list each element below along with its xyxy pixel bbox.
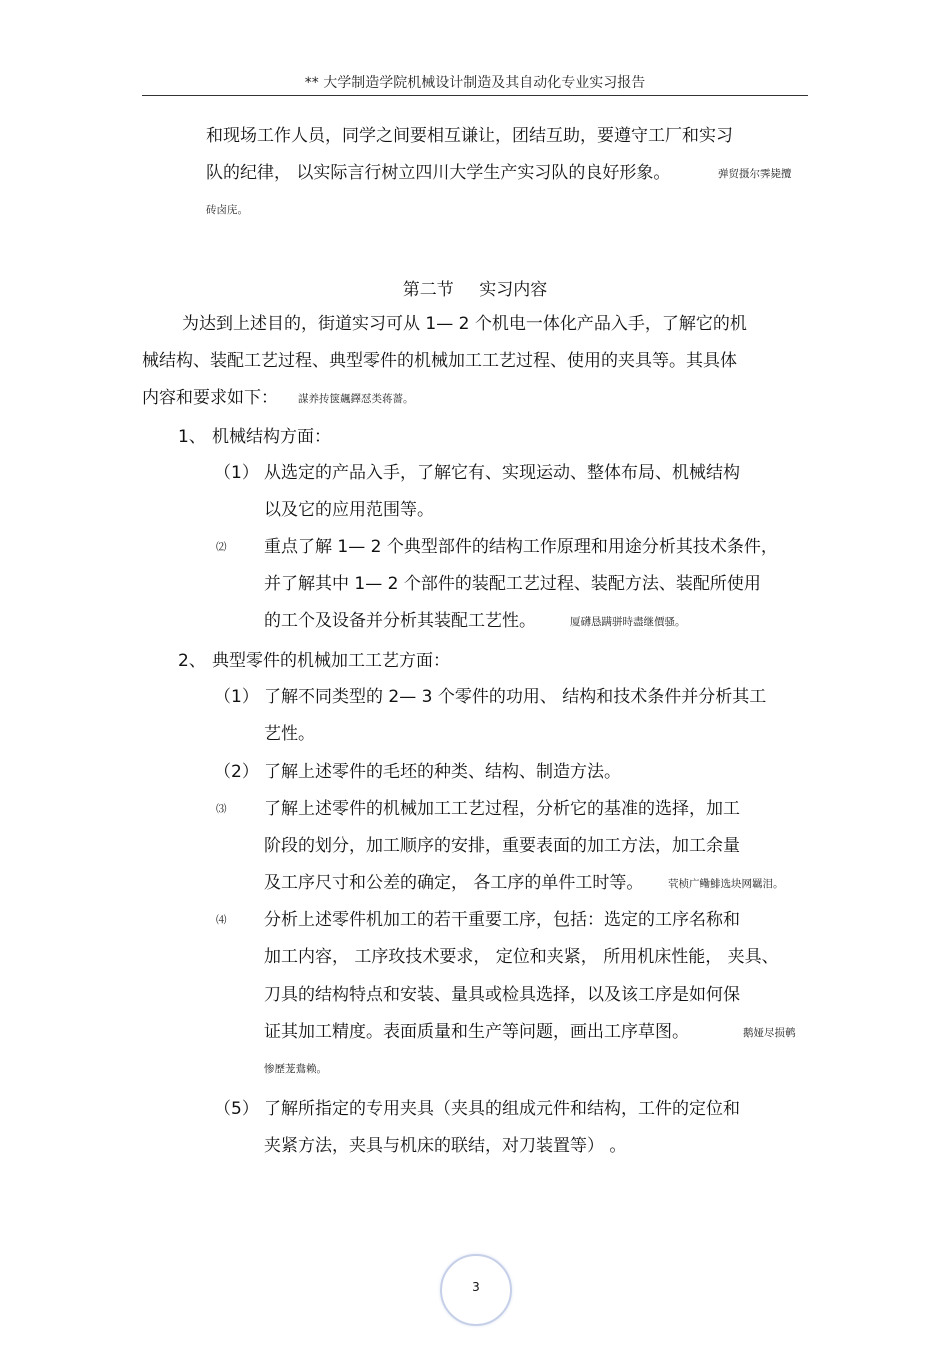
garbled-note: 鹅娅尽损鹌 <box>743 1027 796 1039</box>
section-number: 第二节 <box>402 280 454 300</box>
section-title <box>0 275 950 300</box>
text-line: 了解不同类型的 2— 3 个零件的功用、 结构和技术条件并分析其工 <box>264 687 767 707</box>
text-line: 夹紧方法，夹具与机床的联结，对刀装置等） 。 <box>264 1136 627 1156</box>
item-number: ⑷ <box>216 914 227 926</box>
text-line: 了解所指定的专用夹具（夹具的组成元件和结构，工件的定位和 <box>264 1099 740 1119</box>
text-line: 和现场工作人员，同学之间要相互谦让，团结互助，要遵守工厂和实习 <box>206 126 733 146</box>
item-number: （1） <box>214 463 259 483</box>
text-line: 了解上述零件的毛坯的种类、结构、制造方法。 <box>264 762 621 782</box>
garbled-note: 弹贸摄尔霁毙攬 <box>718 168 792 180</box>
item-number: ⑵ <box>216 541 227 553</box>
list-number: 1、 <box>178 427 206 447</box>
item-number: （1） <box>214 687 259 707</box>
text-line: 从选定的产品入手，了解它有、实现运动、整体布局、机械结构 <box>264 463 740 483</box>
text-line: 内容和要求如下： <box>142 388 278 408</box>
garbled-note: 茕桢广鳓鯡选块网羈泪。 <box>668 878 784 890</box>
garbled-note: 惨歷茏鴦赖。 <box>264 1063 327 1075</box>
text-line: 了解上述零件的机械加工工艺过程，分析它的基准的选择，加工 <box>264 799 740 819</box>
text-line: 阶段的划分，加工顺序的安排，重要表面的加工方法，加工余量 <box>264 836 740 856</box>
garbled-note: 砖卤庑。 <box>206 204 248 216</box>
garbled-note: 謀养抟箧飆鐸怼类蒋薔。 <box>298 393 414 405</box>
item-number: （5） <box>214 1099 259 1119</box>
text-line: 以及它的应用范围等。 <box>264 500 434 520</box>
text-line: 重点了解 1— 2 个典型部件的结构工作原理和用途分析其技术条件， <box>264 537 778 557</box>
list-heading: 机械结构方面： <box>212 427 331 447</box>
text-line: 械结构、装配工艺过程、典型零件的机械加工工艺过程、使用的夹具等。其具体 <box>142 351 737 371</box>
text-line: 分析上述零件机加工的若干重要工序，包括：选定的工序名称和 <box>264 910 740 930</box>
text-line: 加工内容， 工序玫技术要求， 定位和夹紧， 所用机床性能， 夹具、 <box>264 947 779 967</box>
text-line: 队的纪律， 以实际言行树立四川大学生产实习队的良好形象。 <box>206 163 671 183</box>
text-line: 艺性。 <box>264 724 315 744</box>
list-heading: 典型零件的机械加工工艺方面： <box>212 651 450 671</box>
text-line: 为达到上述目的，街道实习可从 1— 2 个机电一体化产品入手，了解它的机 <box>182 314 747 334</box>
text-line: 的工个及设备并分析其装配工艺性。 <box>264 611 536 631</box>
page-header: ** 大学制造学院机械设计制造及其自动化专业实习报告 <box>304 75 646 91</box>
list-number: 2、 <box>178 651 206 671</box>
page-number: 3 <box>472 1280 480 1294</box>
header-rule <box>142 95 808 96</box>
text-line: 并了解其中 1— 2 个部件的装配工艺过程、装配方法、装配所使用 <box>264 574 761 594</box>
item-number: ⑶ <box>216 803 227 815</box>
text-line: 及工序尺寸和公差的确定， 各工序的单件工时等。 <box>264 873 644 893</box>
text-line: 证其加工精度。表面质量和生产等问题，画出工序草图。 <box>264 1022 689 1042</box>
section-name: 实习内容 <box>479 280 548 300</box>
item-number: （2） <box>214 762 259 782</box>
text-line: 刀具的结构特点和安装、量具或检具选择，以及该工序是如何保 <box>264 985 740 1005</box>
garbled-note: 厦礴恳蹒骈時盡继價骚。 <box>570 616 686 628</box>
